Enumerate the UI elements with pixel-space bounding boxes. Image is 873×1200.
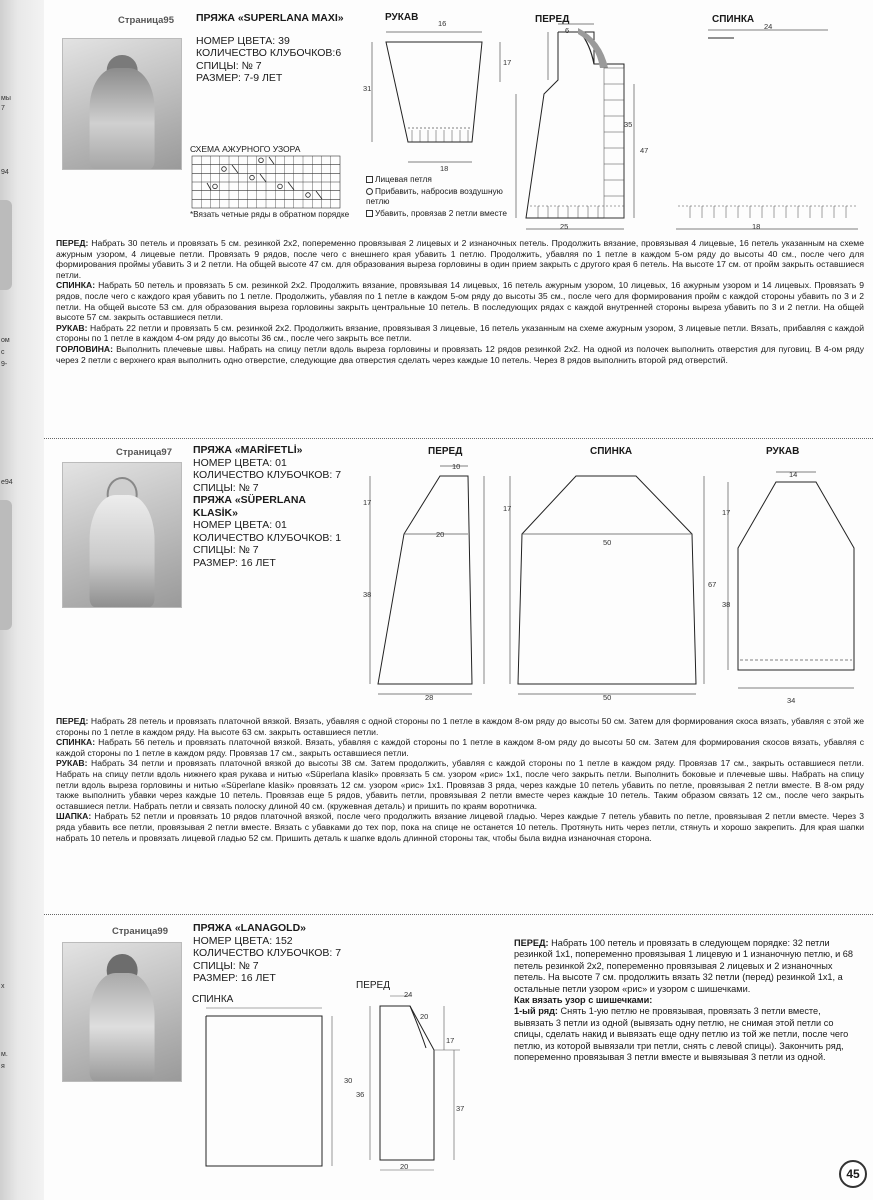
dim-front-length: 38 xyxy=(363,590,372,599)
yarn-name-2: ПРЯЖА «SÜPERLANA KLASİK» xyxy=(193,494,306,519)
para-front: ПЕРЕД: Набрать 30 петель и провязать 5 см. резинкой 2х2, попеременно провязывая 2 лицевых и 2 изнаночных петель. Продолжить вязание, провязывая 4 лицевые, 16 петель указанным на схеме ажурным узором, 4 лицевые петли. Провязать 9 рядов, после чего с внешнего края убавить 1 петлю. Продолжить, убавляя по 1 петле в каждом 5-ом ряду до высоты 40 см., после чего для формирования проймы убавить 3 и 2 петли. На общей высоте 47 см. для образования выреза горловины в один прием закрыть с другого края 6 петель. На высоте 17 см. от пройм закрыть оставшиеся петли. xyxy=(56,238,864,280)
gutter-text: с xyxy=(1,349,5,356)
color-number: НОМЕР ЦВЕТА: 39 xyxy=(196,34,290,47)
dim-sleeve-cap: 17 xyxy=(722,508,731,517)
dim-sleeve-cap: 17 xyxy=(503,58,512,67)
needle-size: СПИЦЫ: № 7 xyxy=(193,959,259,972)
dim-front-height: 37 xyxy=(456,1104,465,1113)
model-photo-vest xyxy=(62,942,182,1082)
dim-front-neck: 24 xyxy=(404,990,413,999)
para-neckline: ГОРЛОВИНА: Выполнить плечевые швы. Набрать на спицу петли вдоль выреза горловины и провязать 12 рядов резинкой 2х2. На одной из полочек выполнить отверстия для пуговиц. В 4-ом ряду через 2 петли с верхнего края выполнить одно отверстие, следующие два отверстия сделать через каждые 10 петель. Через 8 рядов выполнить второй ряд отверстий. xyxy=(56,343,864,365)
dim-sleeve-bottom: 34 xyxy=(787,696,796,705)
dim-sleeve-top: 14 xyxy=(789,470,798,479)
gutter-photo xyxy=(0,500,12,630)
dim-sleeve-top: 16 xyxy=(438,19,447,28)
color-number: НОМЕР ЦВЕТА: 01 xyxy=(193,456,287,469)
para-hat: ШАПКА: Набрать 52 петли и провязать 10 рядов платочной вязкой, после чего продолжить вязание лицевой гладью. Через каждые 7 петель убавить по петле, провязывая 2 петли вместе. Через 3 ряда убавить все петли, провязывая 2 петли вместе. Вязать с убавками до тех пор, пока на спице не останется 10 петель. Протянуть нить через петли, стянуть и хорошо закрепить. Для края шапки набрать 10 петель и провязать лицевой гладью 52 см. Пришить деталь к шапке вдоль длинной стороны так, чтобы была видна изнаночная сторона. xyxy=(56,811,864,843)
size: РАЗМЕР: 16 ЛЕТ xyxy=(193,556,276,569)
dim-front-bottom: 25 xyxy=(560,222,569,231)
yarn-spec-1 xyxy=(196,12,344,85)
gutter-text: х xyxy=(1,983,5,990)
back-schematic-2 xyxy=(506,462,706,702)
gutter-text: 94 xyxy=(1,169,9,176)
section-divider xyxy=(44,438,873,439)
model-photo-jacket xyxy=(62,462,182,608)
gutter-text: 7 xyxy=(1,105,5,112)
dim-back-height: 30 xyxy=(344,1076,353,1085)
lace-chart xyxy=(192,156,340,208)
para-back: СПИНКА: Набрать 56 петель и провязать платочной вязкой. Вязать, убавляя с каждой стороны по 1 петле в каждом 8-ом ряду до высоты 50 см. Затем для формирования скосов вязать, убавляя с каждой стороны по 1 петле в каждом ряду. Провязав 17 см., закрыть оставшиеся петли. xyxy=(56,737,864,758)
para-front: ПЕРЕД: Набрать 100 петель и провязать в следующем порядке: 32 петли резинкой 1х1, попеременно провязывая 1 лицевую и 1 изнаночную петлю, и 68 петель резинкой 2х2, попеременно провязывая 2 лицевых и 2 изнаночных петель. На высоте 7 см. продолжить вязать 32 петли (перед) резинкой 1х1, а остальные петли узором «рис» и узором с шишечками. xyxy=(514,938,854,994)
gutter-text: я xyxy=(1,1063,5,1070)
instructions-2 xyxy=(56,716,864,843)
yarn-spec-2 xyxy=(193,444,341,569)
dim-front-side: 35 xyxy=(624,120,633,129)
model-photo-girl xyxy=(62,38,182,170)
gutter-text: м. xyxy=(1,1051,8,1058)
back-schematic xyxy=(668,24,868,224)
dim-back-mid: 50 xyxy=(603,538,612,547)
yarn-name: ПРЯЖА «SUPERLANA MAXI» xyxy=(196,12,344,24)
size: РАЗМЕР: 16 ЛЕТ xyxy=(193,972,276,984)
sleeve-schematic-2 xyxy=(718,462,866,702)
empty-square-icon xyxy=(366,176,373,183)
instructions-1 xyxy=(56,238,864,365)
dim-front-length: 36 xyxy=(356,1090,365,1099)
legend-decrease: Убавить, провязав 2 петли вместе xyxy=(366,208,516,218)
back-label: СПИНКА xyxy=(192,994,234,1005)
para-back: СПИНКА: Набрать 50 петель и провязать 5 см. резинкой 2х2. Продолжить вязание, провязывая 14 лицевых, 16 петель ажурным узором, 10 лицевых, 16 ажурным узором и 14 лицевых. Провязать 9 рядов, после чего с каждого края убавить по 1 петле. Продолжить, убавляя по 1 петле в каждом 5-ом ряду до высоты 35 см., после чего для формирования пройм с каждой стороны убавить по 3 и 2 петли. На общей высоте 53 см. для образования выреза горловины закрыть центральные 10 петель. В последующих рядах с каждой внутренней стороны выреза убавить по 3 и 2 петли. На общей высоте 57 см. закрыть оставшиеся петли. xyxy=(56,280,864,323)
dim-back-height: 67 xyxy=(708,580,717,589)
yarn-spec-3 xyxy=(193,922,341,985)
gutter-text: e94 xyxy=(1,479,13,486)
dim-back-slope: 17 xyxy=(503,504,512,513)
dim-front-top: 10 xyxy=(452,462,461,471)
back-schematic-3 xyxy=(196,1006,346,1176)
dim-front-mid: 20 xyxy=(436,530,445,539)
gutter-text: мы xyxy=(1,95,11,102)
dim-back-bottom: 50 xyxy=(603,693,612,702)
page-label-97: Страница97 xyxy=(116,447,172,458)
para-sleeve: РУКАВ: Набрать 34 петли и провязать платочной вязкой до высоты 38 см. Затем продолжить, убавляя с каждой стороны по 1 петле в каждом ряду. Провязав 17 см., закрыть оставшиеся петли. Набрать на спицу петли вдоль нижнего края рукава и нитью «Süperlana klasik» провязать 5 см. узором «рис» 1х1, после чего закрыть петли. Выполнить боковые и плечевые швы. Набрать на спицу петли вдоль выреза горловины и нитью «Süperlane klasik» провязать 12 см. узором «рис» 1х1. Провязав 3 ряда, через каждые 10 петель убавить по петле, провязывая 2 петли вместе. В 8-ом ряду также выполнить убавки через каждые 10 петель. Провязав еще 5 рядов, убавить петли, провязывая 2 петли вместе через каждые 10 петель. Таким образом связать 12 см., после чего закрыть оставшиеся петли. Набрать петли и связать полоску длиной 40 см. (кружевная деталь) и пришить по краям воротничка. xyxy=(56,758,864,811)
gutter-text: 9- xyxy=(1,361,8,368)
sleeve-label: РУКАВ xyxy=(766,446,800,457)
color-number: НОМЕР ЦВЕТА: 01 xyxy=(193,519,287,531)
para-sleeve: РУКАВ: Набрать 22 петли и провязать 5 см. резинкой 2х2. Продолжить вязание, провязывая 3 лицевые, 16 петель указанным на схеме ажурным узором, 3 лицевые петли. Вязать, прибавляя с каждой стороны по 1 петле в каждом 4-ом ряду до высоты 36 см., после чего закрыть все петли. xyxy=(56,322,864,344)
ball-count: КОЛИЧЕСТВО КЛУБОЧКОВ: 7 xyxy=(193,947,342,959)
ball-count: КОЛИЧЕСТВО КЛУБОЧКОВ:6 xyxy=(196,47,342,59)
front-label: ПЕРЕД xyxy=(356,980,390,991)
lace-chart-note: *Вязать четные ряды в обратном порядке xyxy=(190,210,350,219)
legend-knit: Лицевая петля xyxy=(366,174,516,184)
ball-count: КОЛИЧЕСТВО КЛУБОЧКОВ: 1 xyxy=(193,531,342,544)
dim-back-neck: 24 xyxy=(764,22,773,31)
back-label: СПИНКА xyxy=(590,446,633,457)
dim-front-bottom: 28 xyxy=(425,693,434,702)
dim-front-shoulder: 20 xyxy=(420,1012,429,1021)
ball-count: КОЛИЧЕСТВО КЛУБОЧКОВ: 7 xyxy=(193,469,342,481)
needle-size: СПИЦЫ: № 7 xyxy=(196,59,262,72)
page-label-95: Страница95 xyxy=(118,15,174,26)
dim-sleeve-bottom: 18 xyxy=(440,164,449,173)
needle-size: СПИЦЫ: № 7 xyxy=(193,481,259,494)
circle-icon xyxy=(366,188,373,195)
color-number: НОМЕР ЦВЕТА: 152 xyxy=(193,934,293,947)
para-row1: 1-ый ряд: Снять 1-ую петлю не провязывая, провязать 3 петли вместе, вывязать 3 петли из одной (вывязать одну петлю, не снимая этой петли со спицы, сделать накид и вывязать еще одну петлю из той же петли, после чего петлю, из которой вывязали три петли, снять с левой спицы). Закончить ряд, попеременно провязывая 3 петли вместе и вывязывая 3 петли из одной. xyxy=(514,1006,849,1063)
lace-chart-title: СХЕМА АЖУРНОГО УЗОРА xyxy=(190,144,301,154)
dim-sleeve-length: 38 xyxy=(722,600,731,609)
back-label: СПИНКА xyxy=(712,14,755,25)
front-label: ПЕРЕД xyxy=(428,446,463,457)
needle-size: СПИЦЫ: № 7 xyxy=(193,544,259,556)
pattern-heading: Как вязать узор с шишечками: xyxy=(514,995,653,1006)
gutter-text: ом xyxy=(1,337,10,344)
section-divider xyxy=(44,914,873,915)
dim-back-bottom: 18 xyxy=(752,222,761,231)
dim-sleeve-length: 31 xyxy=(363,84,372,93)
dim-front-height: 47 xyxy=(640,146,649,155)
instructions-3 xyxy=(514,938,860,1063)
yarn-name: ПРЯЖА «LANAGOLD» xyxy=(193,922,306,934)
dim-front-slope: 17 xyxy=(363,498,372,507)
front-label: ПЕРЕД xyxy=(535,14,570,25)
dim-front-neck: 6 xyxy=(565,26,570,35)
front-schematic-2 xyxy=(360,462,510,702)
yarn-name: ПРЯЖА «MARİFETLİ» xyxy=(193,444,303,456)
sleeve-label: РУКАВ xyxy=(385,12,419,23)
para-front: ПЕРЕД: Набрать 28 петель и провязать платочной вязкой. Вязать, убавляя с одной стороны по 1 петле в каждом 8-ом ряду до высоты 50 см. Затем для формирования скоса вязать, убавляя с этой же стороны по 1 петле в каждом ряду. На высоте 63 см. закрыть оставшиеся петли. xyxy=(56,716,864,737)
dim-front-slope: 17 xyxy=(446,1036,455,1045)
page-number: 45 xyxy=(839,1160,867,1188)
gutter-photo xyxy=(0,200,12,290)
size: РАЗМЕР: 7-9 ЛЕТ xyxy=(196,72,283,84)
stitch-legend xyxy=(366,174,516,218)
slash-square-icon xyxy=(366,210,373,217)
legend-increase: Прибавить, набросив воздушную петлю xyxy=(366,186,503,206)
dim-front-bottom: 20 xyxy=(400,1162,409,1171)
page-label-99: Страница99 xyxy=(112,926,168,937)
sleeve-schematic xyxy=(360,22,520,172)
